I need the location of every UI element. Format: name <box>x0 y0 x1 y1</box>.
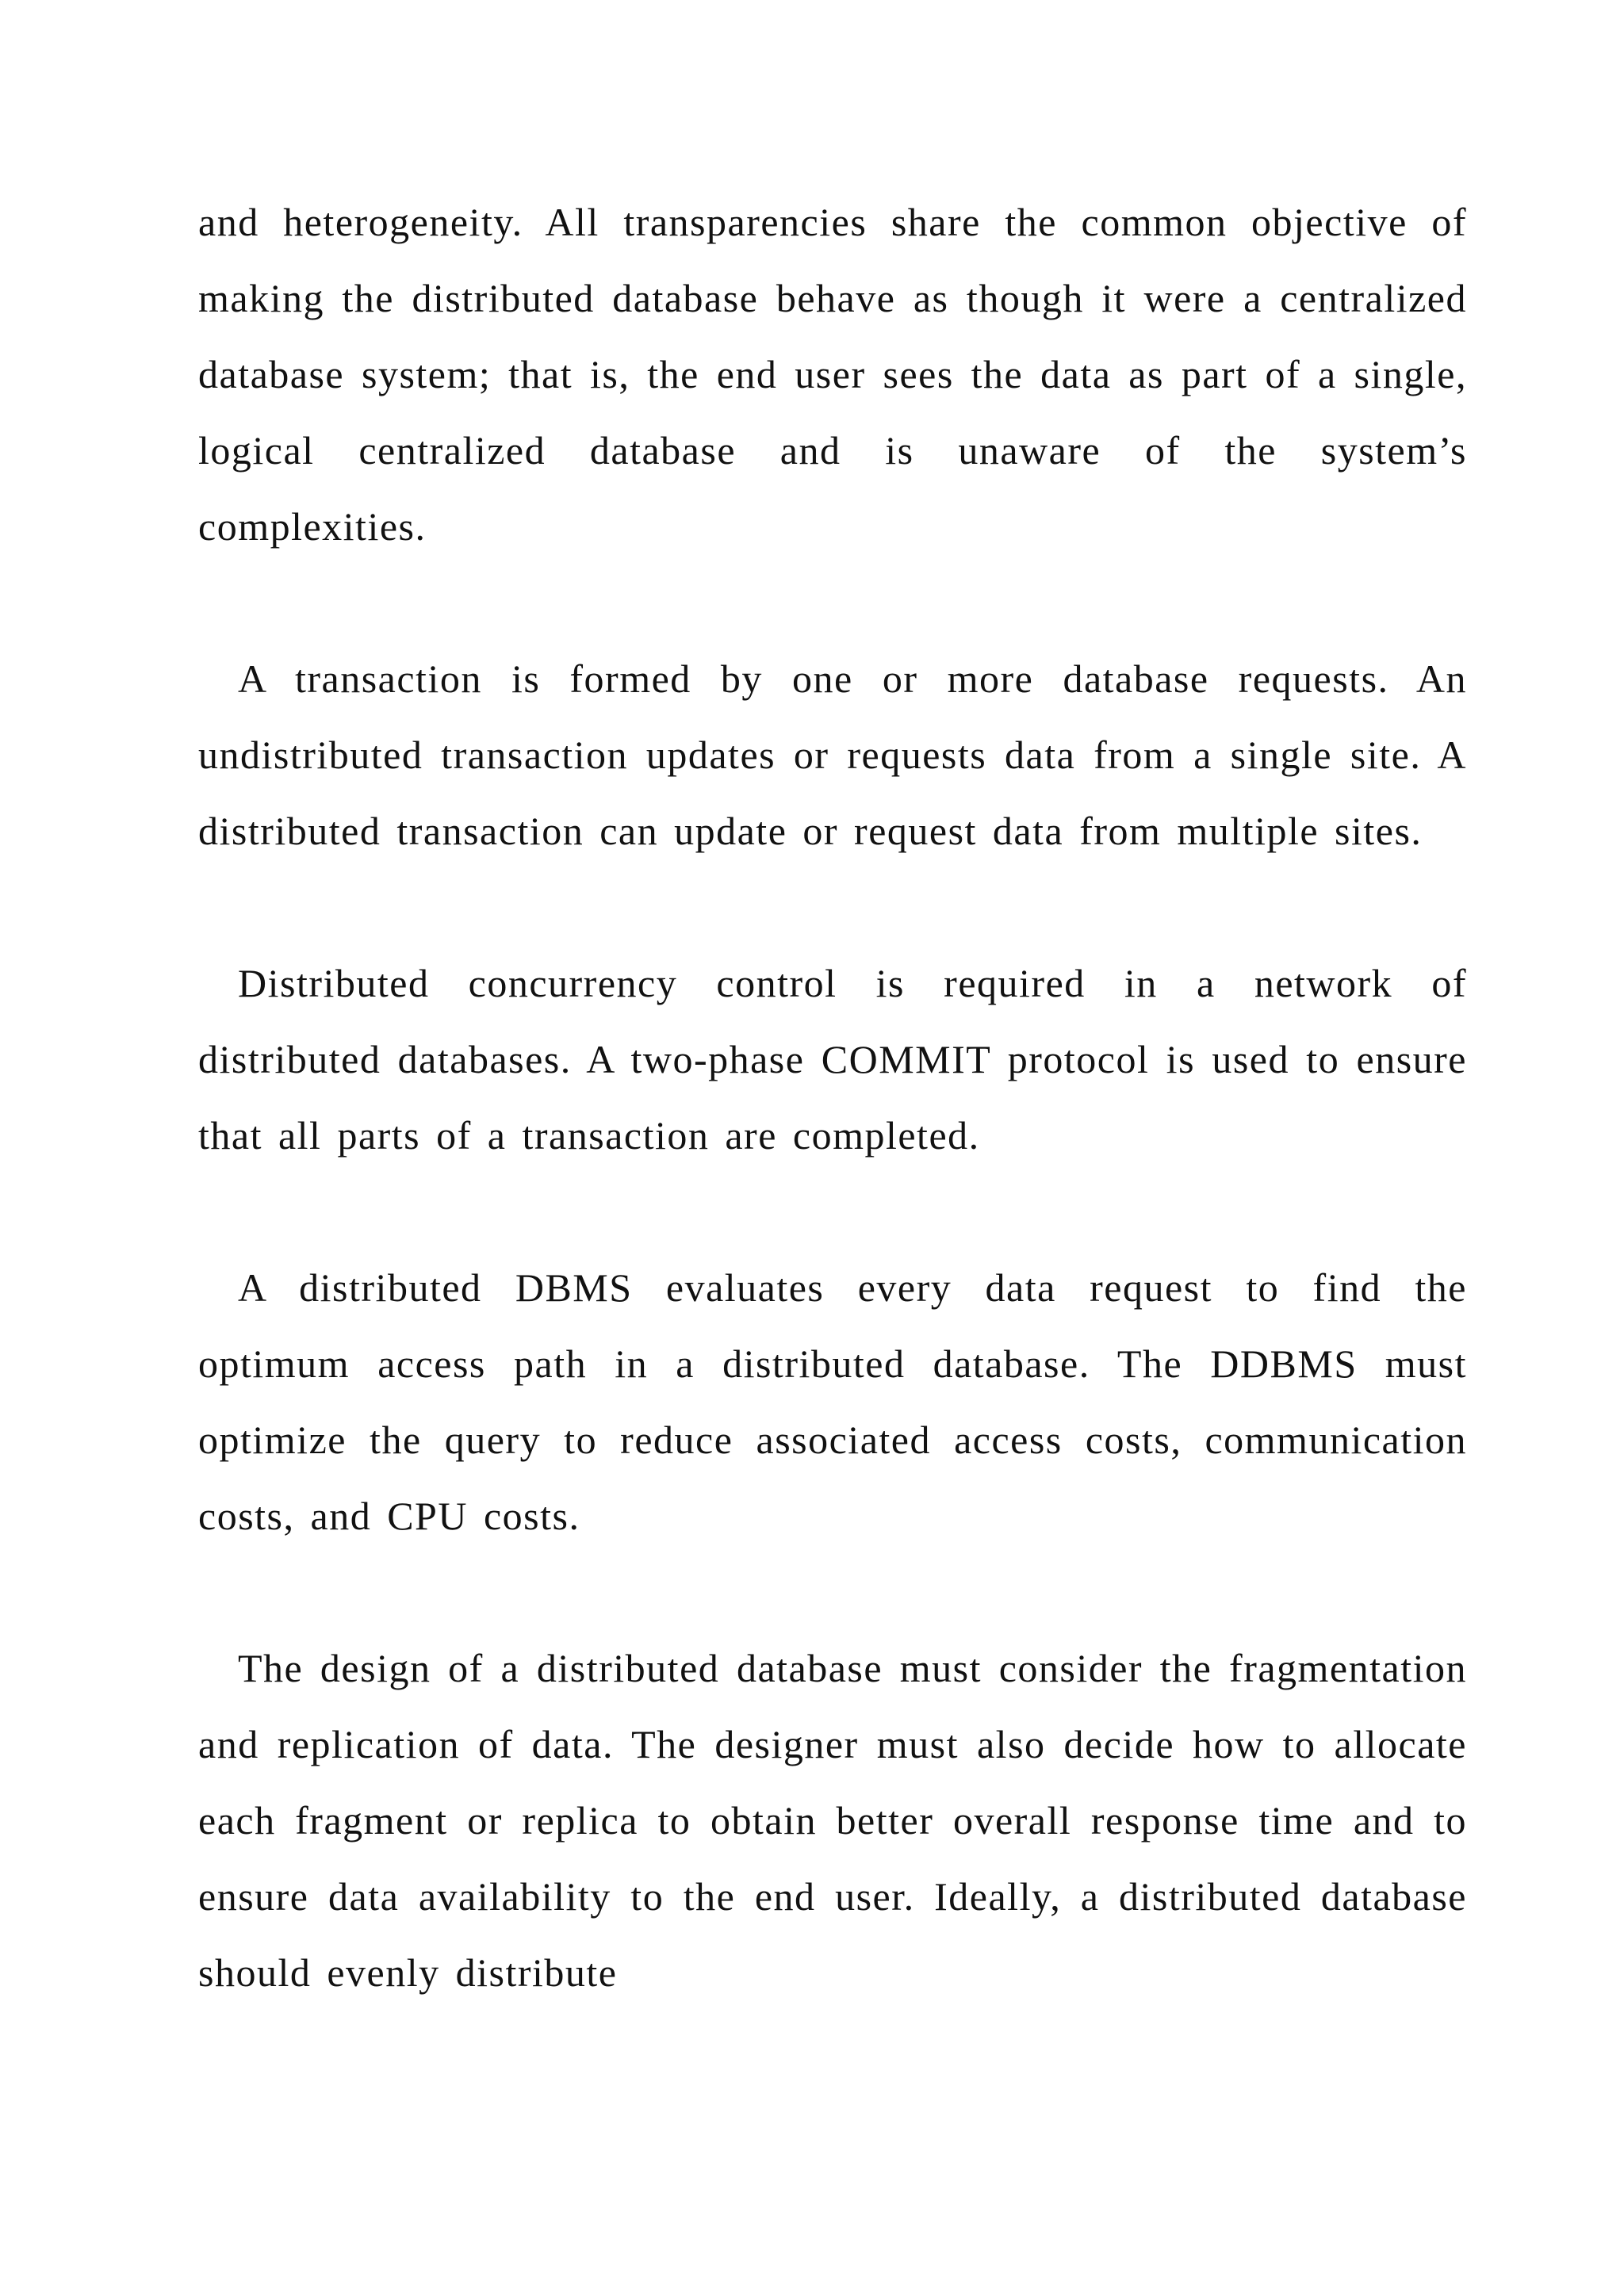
paragraph-database-design: The design of a distributed database must consider the fragmentation and replication of data. The designer must also decide how to allocate each fragment or replica to obtain better overall response time and to ensure data availability to the end user. Ideally, a distributed database should evenly distribute <box>198 1646 1467 1995</box>
paragraph-query-optimization: A distributed DBMS evaluates every data request to find the optimum access path in a distributed database. The DDBMS must optimize the query to reduce associated access costs, communication costs, and CPU costs. <box>198 1265 1467 1538</box>
paragraph-transactions: A transaction is formed by one or more database requests. An undistributed transaction updates or requests data from a single site. A distributed transaction can update or request data from multiple sites. <box>198 656 1467 853</box>
paragraph-concurrency-control: Distributed concurrency control is required in a network of distributed databases. A two-phase COMMIT protocol is used to ensure that all parts of a transaction are completed. <box>198 961 1467 1158</box>
paragraph-transparencies: and heterogeneity. All transparencies share the common objective of making the distributed database behave as though it were a centralized database system; that is, the end user sees the data as part of a single, logical centralized database and is unaware of the system’s complexities. <box>198 200 1467 549</box>
body-text <box>198 184 1467 2011</box>
